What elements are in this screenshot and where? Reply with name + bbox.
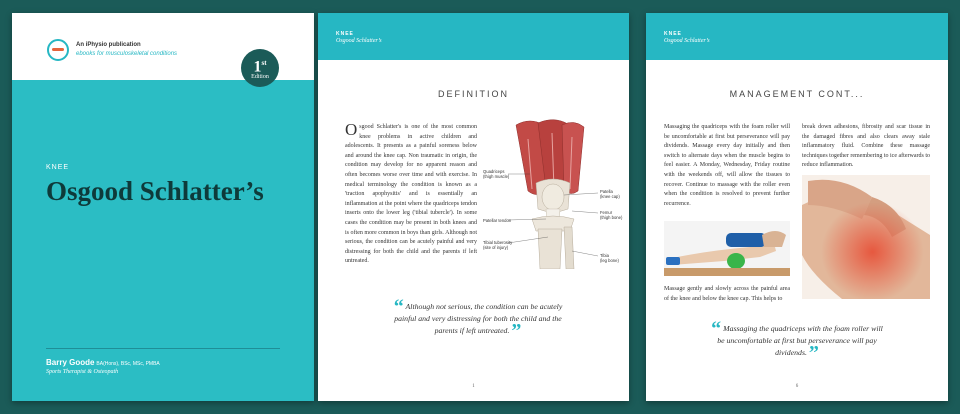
page-header: [646, 13, 948, 60]
foam-roller-photo: [664, 221, 790, 276]
open-quote-icon: “: [393, 296, 404, 318]
pull-quote-text: Although not serious, the condition can be acutely painful and very distressing for both the child and the parents if left untreated.: [394, 302, 563, 335]
pull-quote-text: Massaging the quadriceps with the foam roller will be uncomfortable at first but perseverance will pay dividends.: [717, 324, 883, 357]
close-quote-icon: ”: [808, 342, 819, 364]
cover-category: KNEE: [46, 164, 70, 171]
management-col1-top: Massaging the quadriceps with the foam roller will be uncomfortable at first but perseverance will pay dividends. Massage every day initially and then switch to alternate days when the muscle begins to feel easier. A Monday, Wednesday, Friday routine with the weekends off, will allow the tissues to recover. Continue to massage with the roller even when the condition is resolved to prevent further recurrence.: [664, 124, 790, 207]
publisher-line2: ebooks for musculoskeletal conditions: [76, 51, 178, 57]
label-femur: Femur (thigh bone): [600, 210, 623, 220]
pull-quote: [708, 318, 886, 364]
label-patella: Patella (knee cap): [600, 189, 620, 199]
label-tibia: Tibia (leg bone): [600, 253, 619, 263]
pull-quote: [388, 296, 568, 342]
label-patellar-tendon: Patellar tendon: [483, 218, 512, 223]
header-title: Osgood Schlatter’s: [664, 38, 710, 44]
cover-divider: [46, 348, 280, 349]
header-title: Osgood Schlatter’s: [336, 38, 382, 44]
dropcap: O: [345, 120, 358, 139]
definition-page: [318, 13, 629, 401]
management-col2-top: break down adhesions, fibrosity and scar tissue in the damaged fibres and also clears away stale inflammatory fluid. Combine these massage techniques together remembering to ice afterwards to reduce inflammation.: [802, 124, 930, 169]
cover-title: Osgood Schlatter’s: [46, 176, 264, 206]
iphysio-logo-icon: [47, 39, 69, 61]
section-title: DEFINITION: [438, 89, 509, 99]
author-line: [46, 358, 160, 367]
edition-suffix: st: [261, 59, 267, 67]
page-number: 6: [795, 384, 799, 389]
definition-body: [345, 120, 477, 267]
page-header: [318, 13, 629, 60]
author-name: Barry Goode: [46, 358, 95, 367]
management-page: [646, 13, 948, 401]
close-quote-icon: ”: [511, 320, 522, 342]
open-quote-icon: “: [711, 318, 722, 340]
definition-text: sgood Schlatter's is one of the most common knee problems in active children and adolescents. It presents as a painful soreness below and around the knee cap. Non traumatic in origin, the condition may develop for no apparent reason and often becomes worse over time and with exercise. In medical terminology the condition is known as a 'traction apophysitis' and is essentially an inflammation at the point where the quadriceps tendon inserts onto the lower leg ('tibial tubercle'). In some cases the condition may be present in both knees and is often more common in boys than girls. Although not serious, the condition can be acutely painful and very distressing for both the child and the parents if left untreated.: [345, 124, 477, 265]
author-role: Sports Therapist & Osteopath: [46, 369, 119, 375]
header-category: KNEE: [664, 31, 682, 37]
author-credentials: BA(Hons), BSc, MSc, PMBA: [96, 361, 160, 367]
publisher-text: [76, 41, 177, 59]
management-col1-bottom: Massage gently and slowly across the painful area of the knee and below the knee cap. This helps to: [664, 286, 790, 302]
page-number: 1: [472, 384, 475, 389]
cover-body: [12, 80, 314, 401]
knee-anatomy-illustration: [508, 119, 598, 269]
publisher-line1: An iPhysio publication: [76, 42, 141, 48]
edition-number: 1: [253, 58, 262, 76]
edition-label: Edition: [251, 74, 269, 81]
label-quadriceps: Quadriceps (thigh muscle): [483, 169, 510, 179]
cover-page: [12, 13, 314, 401]
edition-badge: [241, 49, 279, 87]
header-category: KNEE: [336, 31, 354, 37]
label-tibial-tuberosity: Tibial tuberosity (site of injury): [483, 240, 513, 250]
section-title: MANAGEMENT CONT...: [729, 89, 865, 99]
knee-pain-photo: [802, 175, 930, 299]
